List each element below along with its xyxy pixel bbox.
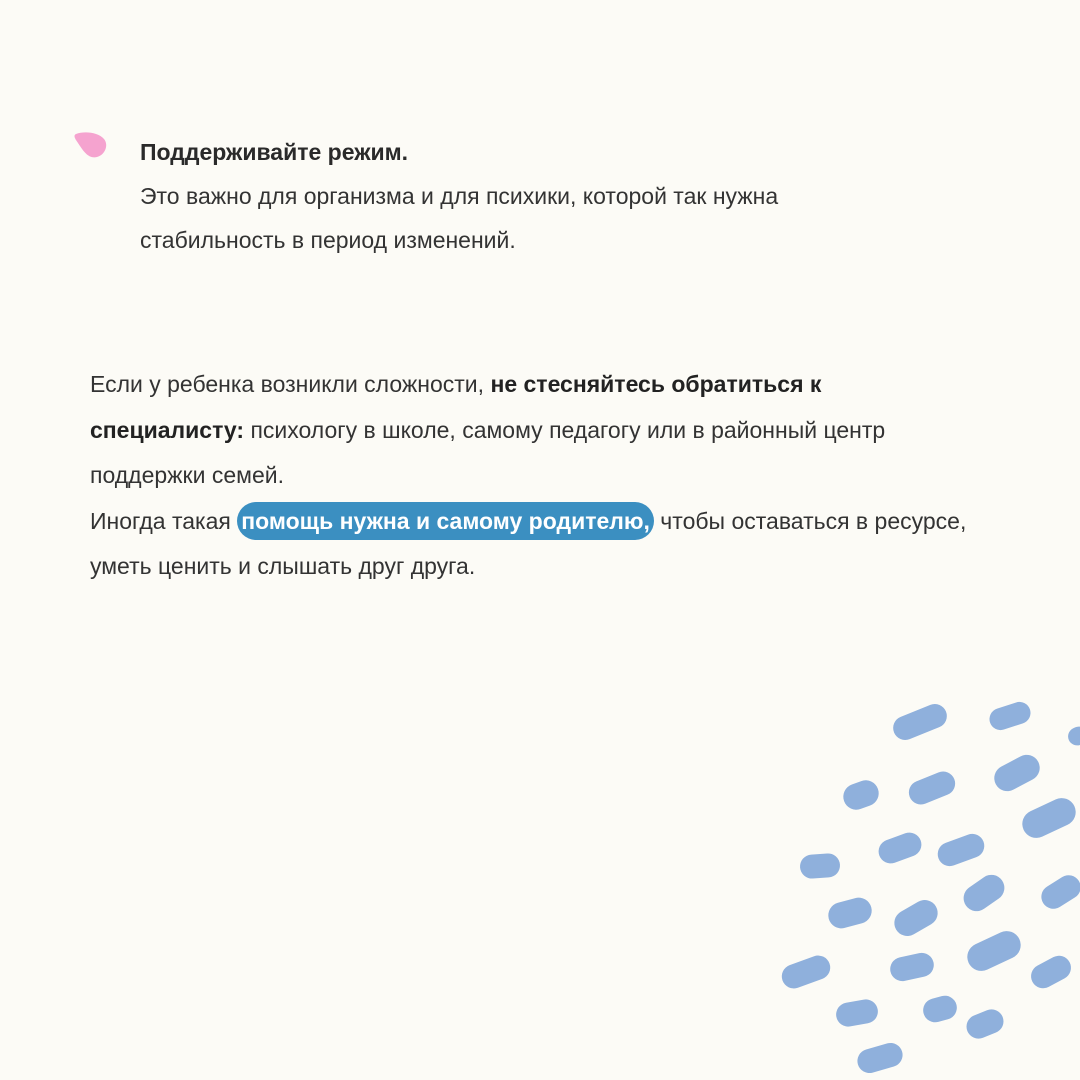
decor-dash — [1065, 724, 1080, 749]
decor-dash — [1018, 793, 1080, 842]
advice-paragraph-specialist — [90, 362, 970, 499]
decor-dash — [890, 700, 951, 743]
decor-dash — [855, 1040, 906, 1076]
decor-dash — [799, 853, 841, 880]
decor-dash — [888, 951, 936, 984]
decor-dash — [905, 768, 958, 808]
blue-dashes-pattern — [770, 690, 1080, 1080]
advice-bold: не стесняйтесь обратиться к специалисту: — [90, 371, 822, 443]
decor-dash — [990, 750, 1045, 795]
parent-intro: Иногда такая — [90, 507, 238, 534]
advice-block — [90, 362, 970, 590]
parent-rest: чтобы оставаться в ресурсе, уметь ценить и слышать друг друга. — [90, 507, 967, 579]
decor-dash — [963, 926, 1026, 975]
advice-rest: психологу в школе, самому педагогу или в районный центр поддержки семей. — [90, 416, 886, 488]
decor-dash — [959, 870, 1010, 917]
decor-dash — [840, 777, 883, 814]
decor-dash — [875, 829, 925, 867]
tip-body: Это важно для организма и для психики, которой так нужна стабильность в период изменений. — [140, 183, 779, 253]
tip-title: Поддерживайте режим. — [140, 139, 409, 165]
decor-dash — [890, 895, 943, 941]
decor-dash — [1037, 871, 1080, 914]
decor-dash — [834, 998, 880, 1029]
pink-blob-icon — [72, 130, 110, 162]
decor-dash — [963, 1006, 1007, 1042]
decor-dash — [825, 895, 874, 932]
decor-dash — [778, 952, 833, 992]
parent-highlight: помощь нужна и самому родителю, — [237, 502, 654, 540]
decor-dash — [987, 699, 1034, 733]
tip-block — [140, 130, 900, 262]
decor-dash — [920, 993, 959, 1025]
decor-dash — [1027, 952, 1075, 993]
advice-intro: Если у ребенка возникли сложности, — [90, 371, 491, 397]
decor-dash — [934, 831, 987, 870]
advice-paragraph-parent — [90, 499, 970, 590]
